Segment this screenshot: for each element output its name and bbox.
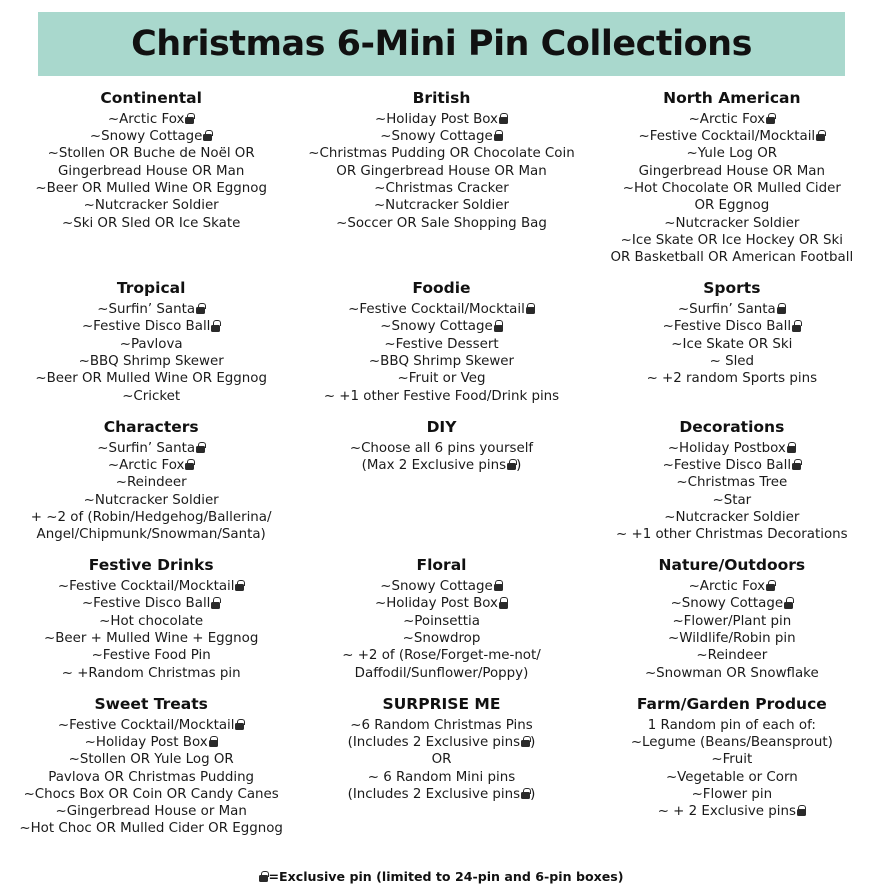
collection-item [593,111,871,128]
collection-item-text: ~Beer OR Mulled Wine OR Eggnog [35,180,267,196]
collection-item-text: ~ +1 other Festive Food/Drink pins [323,388,560,404]
collection-item [302,630,580,647]
collection-item [302,111,580,128]
collection-item [593,751,871,768]
collection-item-text: ~Surfin’ Santa [97,440,196,456]
collection-card [6,688,296,844]
collection-item [302,578,580,595]
collection-item [12,578,290,595]
collection-item-text: ~Flower pin [691,786,773,802]
collection-title: Foodie [412,279,471,298]
collection-item [593,717,871,734]
collection-item [12,353,290,370]
collection-item-text: ~Ice Skate OR Ski [671,336,793,352]
lock-icon [797,805,806,816]
collection-title: Floral [416,556,467,575]
collection-item-text: ~Snowy Cottage [670,596,784,612]
collection-item [12,163,290,180]
collection-item-text: ~Snowy Cottage [380,579,493,595]
collection-card [296,272,586,411]
lock-icon [777,303,786,314]
lock-icon [499,597,508,608]
collection-title: Tropical [116,279,186,298]
collection-item [302,370,580,387]
collection-item [593,180,871,197]
collection-item [12,647,290,664]
collection-item-text: ~Choose all 6 pins yourself [349,440,534,456]
collection-item-text: ~Legume (Beans/Beansprout) [630,734,833,750]
collection-item-text: OR Eggnog [694,198,770,214]
collection-item [12,474,290,491]
collection-card [6,549,296,688]
collection-card [587,82,877,272]
collection-item [302,145,580,162]
collection-item [593,145,871,162]
collection-item [593,769,871,786]
collection-item-text: ~Stollen OR Buche de Noël OR [47,146,255,162]
lock-icon [507,459,516,470]
lock-icon [499,113,508,124]
collection-item [593,474,871,491]
collection-card [6,411,296,550]
collection-item-text: Gingerbread House OR Man [638,163,825,179]
collection-card [296,411,586,550]
collection-title: British [412,89,471,107]
collection-item-text: ~ +2 of (Rose/Forget-me-not/ [342,648,541,664]
collection-item [302,301,580,318]
collection-item-text: ~Nutcracker Soldier [664,215,800,231]
collection-items [302,717,580,803]
collection-item-text: ~Surfin’ Santa [677,302,776,318]
collection-items [12,111,290,232]
lock-icon [196,303,205,314]
collection-item [593,578,871,595]
collection-item [302,128,580,145]
collection-item [12,318,290,335]
collection-item-text: ~Festive Cocktail/Mocktail [57,717,235,733]
collection-items [12,440,290,544]
collection-item [302,457,580,474]
collection-item [12,526,290,543]
collection-items [12,578,290,682]
collection-item-text: ~Christmas Pudding OR Chocolate Coin [308,146,575,162]
collection-item [593,232,871,249]
lock-icon [494,320,503,331]
collection-item [593,249,871,266]
collection-item [593,492,871,509]
collection-item-text: ~BBQ Shrimp Skewer [78,354,224,369]
collection-item-text: (Includes 2 Exclusive pins [347,734,521,750]
collection-card [296,688,586,844]
collection-item [302,215,580,232]
collection-item-text: ~Snowman OR Snowflake [644,665,819,681]
poster-page [0,12,883,892]
collection-item-text: 1 Random pin of each of: [647,717,816,733]
collection-item [12,595,290,612]
lock-icon [494,580,503,591]
collection-item-text: Angel/Chipmunk/Snowman/Santa) [36,527,266,543]
collection-item-text: ~Arctic Fox [107,457,185,473]
collection-item [12,197,290,214]
collection-item [593,318,871,335]
collection-item [593,786,871,803]
collection-item-text: ~Beer + Mulled Wine + Eggnog [43,631,259,646]
collection-title: Continental [100,89,202,107]
collection-item-text: Gingerbread House OR Man [58,163,245,179]
collection-item [302,595,580,612]
collection-title: Decorations [679,417,785,436]
collection-item [12,769,290,786]
collection-item [302,163,580,180]
lock-icon [792,320,801,331]
collection-title: North American [663,89,801,107]
collection-card [6,272,296,411]
collection-item [12,301,290,318]
collection-item [12,370,290,387]
footer-note [0,869,883,884]
lock-icon [526,303,535,314]
collection-item-text: + ~2 of (Robin/Hedgehog/Ballerina/ [30,509,272,525]
collection-item-text: ~Christmas Cracker [374,180,509,196]
collection-item [302,751,580,768]
collection-item-text: ~Wildlife/Robin pin [668,631,796,646]
collection-item-text: OR Basketball OR American Football [610,250,854,266]
collection-item [302,353,580,370]
collection-item-text: ~Reindeer [115,475,187,491]
collection-item-text: Daffodil/Sunflower/Poppy) [354,665,529,681]
collection-item-text: ~ 6 Random Mini pins [367,769,516,785]
collection-items [302,578,580,682]
collection-item-text: ~Ski OR Sled OR Ice Skate [61,215,241,231]
collection-title: Sports [703,279,761,298]
lock-icon [235,719,244,730]
collection-item [302,388,580,405]
collection-item-text: ~Hot Choc OR Mulled Cider OR Eggnog [19,821,283,837]
lock-icon [521,736,530,747]
collection-item-text: ~Arctic Fox [107,111,185,127]
collection-item-text: ~Vegetable or Corn [665,769,798,785]
collection-item-text: (Max 2 Exclusive pins [361,457,507,473]
collection-item [302,769,580,786]
collection-item [302,665,580,682]
lock-icon [521,788,530,799]
collection-item [302,734,580,751]
collection-item-text: ~Festive Cocktail/Mocktail [57,579,235,595]
collection-item [12,665,290,682]
collection-item [593,665,871,682]
footer-note-text: =Exclusive pin (limited to 24-pin and 6-pin boxes) [268,869,624,884]
collection-item [593,440,871,457]
collection-item [12,786,290,803]
collection-items [593,111,871,267]
collection-items [302,301,580,405]
collection-item-text: ~Festive Disco Ball [81,319,211,335]
collection-item [302,336,580,353]
collection-item [593,128,871,145]
collection-item-text: ~Snowy Cottage [89,129,203,145]
collection-item-text: ~Festive Cocktail/Mocktail [638,129,816,145]
collection-item [593,509,871,526]
collection-item-text: OR Gingerbread House OR Man [336,163,547,179]
collection-item-text: ~ Sled [709,354,755,369]
lock-icon [185,459,194,470]
collection-item-text: ~Hot Chocolate OR Mulled Cider [622,180,841,196]
title-banner [38,12,845,76]
collection-title: Characters [103,417,199,436]
collection-item-text: ~Nutcracker Soldier [83,492,219,508]
collection-item [593,647,871,664]
collection-title: Nature/Outdoors [658,556,806,575]
lock-icon [211,597,220,608]
lock-icon [185,113,194,124]
collection-item-text: ~Chocs Box OR Coin OR Candy Canes [23,786,279,802]
collection-card [587,549,877,688]
collection-items [593,440,871,544]
collection-item [12,336,290,353]
collection-item [302,318,580,335]
collection-item-text: ~Ice Skate OR Ice Hockey OR Ski [620,232,843,248]
collection-title: SURPRISE ME [382,694,501,713]
lock-icon [259,871,268,882]
collections-grid [0,82,883,844]
collection-item [12,128,290,145]
collection-item-text: ~Star [712,492,752,508]
collection-item [12,457,290,474]
collection-item [593,595,871,612]
lock-icon [766,580,775,591]
collection-item-text: ~Beer OR Mulled Wine OR Eggnog [35,371,267,387]
collection-item-suffix: ) [530,734,536,750]
collection-item-text: ~Reindeer [696,648,768,664]
collection-item-text: ~Arctic Fox [688,579,766,595]
lock-icon [196,442,205,453]
collection-item-text: ~Pavlova [119,336,183,352]
collection-item [12,440,290,457]
collection-item [302,613,580,630]
collection-item [12,215,290,232]
collection-title: Sweet Treats [94,694,208,713]
lock-icon [235,580,244,591]
collection-item-text: ~Stollen OR Yule Log OR [68,752,234,768]
collection-item-text: ~Snowdrop [402,631,481,646]
collection-item-text: ~Snowy Cottage [380,319,493,335]
collection-item-text: (Includes 2 Exclusive pins [347,786,521,802]
collection-item [12,180,290,197]
collection-item [12,751,290,768]
lock-icon [792,459,801,470]
collection-item-text: ~Festive Cocktail/Mocktail [348,302,525,318]
collection-item [12,145,290,162]
collection-item-text: OR [431,752,452,768]
page-title: Christmas 6-Mini Pin Collections [131,23,752,64]
collection-item-text: ~Festive Food Pin [91,648,211,664]
lock-icon [816,130,825,141]
collection-items [302,440,580,475]
collection-item-text: Pavlova OR Christmas Pudding [48,769,255,785]
collection-item-text: ~Flower/Plant pin [672,613,792,629]
collection-item-text: ~ +Random Christmas pin [61,665,241,681]
lock-icon [787,442,796,453]
collection-item [593,215,871,232]
collection-item [593,613,871,630]
collection-item [302,647,580,664]
collection-item [12,492,290,509]
collection-item-suffix: ) [516,457,522,473]
lock-icon [494,130,503,141]
collection-item-text: ~BBQ Shrimp Skewer [368,354,515,369]
collection-item-text: ~ +2 random Sports pins [646,371,818,387]
collection-item [593,803,871,820]
collection-item [593,353,871,370]
collection-item-text: ~6 Random Christmas Pins [350,717,533,733]
collection-item [593,457,871,474]
collection-item-text: ~Holiday Post Box [84,734,208,750]
lock-icon [211,320,220,331]
collection-card [587,272,877,411]
collection-item-text: ~Nutcracker Soldier [373,198,510,214]
collection-item [593,163,871,180]
collection-item-text: ~Soccer OR Sale Shopping Bag [336,215,547,231]
collection-item-text: ~Poinsettia [403,613,480,629]
collection-card [6,82,296,272]
collection-item-text: ~Festive Disco Ball [81,596,211,612]
collection-item [593,630,871,647]
lock-icon [784,597,793,608]
collection-item-text: ~Cricket [122,388,181,404]
collection-item-text: ~Gingerbread House or Man [55,804,247,820]
collection-item-text: ~Hot chocolate [99,613,204,629]
collection-title: Festive Drinks [88,556,214,575]
collection-item [302,180,580,197]
collection-item-text: ~Surfin’ Santa [97,302,196,318]
collection-item-text: ~Christmas Tree [676,475,788,491]
collection-item [302,717,580,734]
collection-item [593,370,871,387]
lock-icon [203,130,212,141]
collection-items [12,717,290,838]
collection-item [593,734,871,751]
lock-icon [209,736,218,747]
collection-item-text: ~Festive Disco Ball [662,457,792,473]
collection-item-text: ~Arctic Fox [688,111,766,127]
collection-item-text: ~ +1 other Christmas Decorations [616,527,848,543]
collection-card [296,549,586,688]
collection-items [12,301,290,405]
collection-item-text: ~Holiday Post Box [375,111,498,127]
collection-items [593,578,871,682]
collection-item [12,613,290,630]
collection-card [587,688,877,844]
collection-item-suffix: ) [530,786,536,802]
collection-item [593,526,871,543]
collection-item-text: ~Festive Disco Ball [662,319,792,335]
collection-item [12,717,290,734]
collection-item-text: ~Holiday Postbox [667,440,786,456]
collection-item [12,509,290,526]
collection-item-text: ~Holiday Post Box [375,596,498,612]
collection-item [593,197,871,214]
collection-item [593,336,871,353]
collection-item [12,734,290,751]
collection-item-text: ~Yule Log OR [686,146,778,162]
collection-item [12,388,290,405]
collection-items [593,301,871,387]
collection-item [302,197,580,214]
collection-items [302,111,580,232]
collection-items [593,717,871,821]
collection-item-text: ~Festive Dessert [384,336,499,352]
collection-card [587,411,877,550]
collection-item [302,786,580,803]
collection-item-text: ~Fruit [711,752,753,768]
collection-item [12,111,290,128]
collection-item-text: ~ + 2 Exclusive pins [657,804,796,820]
collection-title: DIY [426,417,457,436]
collection-item-text: ~Nutcracker Soldier [83,198,219,214]
collection-item [593,301,871,318]
collection-card [296,82,586,272]
lock-icon [766,113,775,124]
collection-item [302,440,580,457]
collection-item-text: ~Nutcracker Soldier [664,509,800,525]
collection-item-text: ~Fruit or Veg [397,371,486,387]
collection-item [12,803,290,820]
collection-item [12,820,290,837]
collection-item [12,630,290,647]
collection-item-text: ~Snowy Cottage [380,129,493,145]
collection-title: Farm/Garden Produce [636,694,827,713]
